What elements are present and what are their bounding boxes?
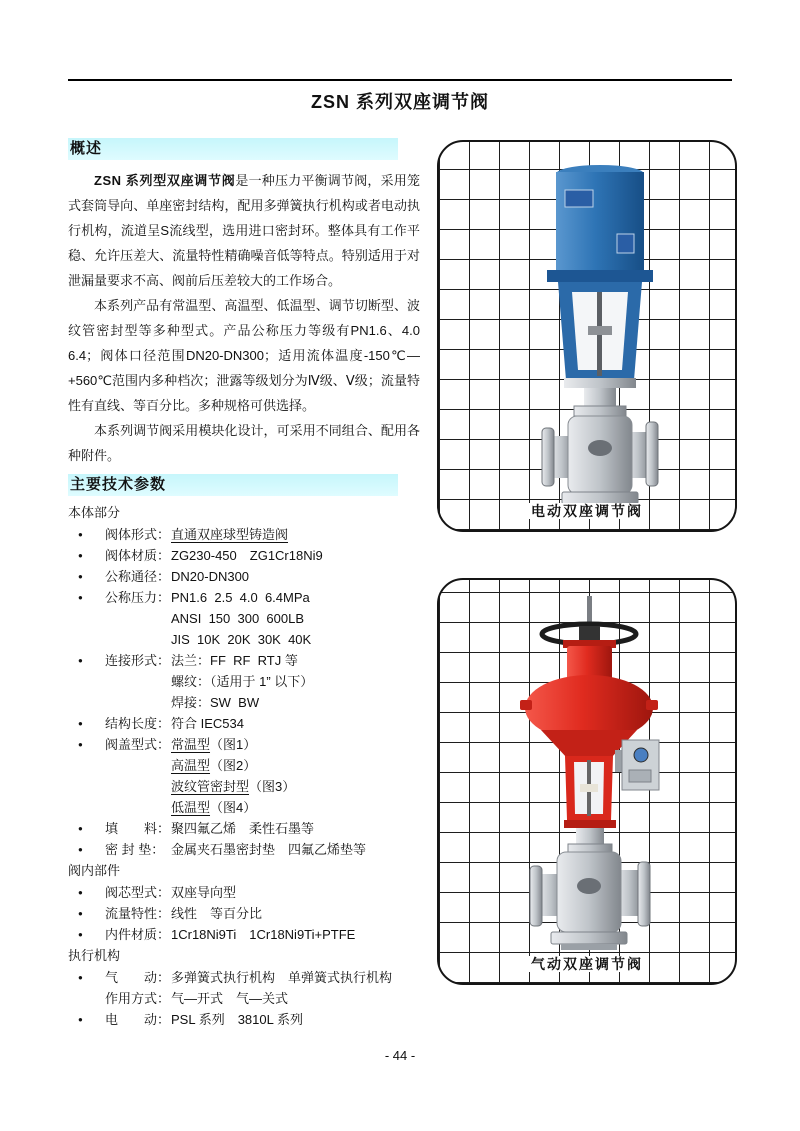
spec-label [105, 776, 171, 797]
spec-label: 连接形式： [105, 653, 171, 668]
spec-value: 常温型（图1） [171, 737, 257, 752]
spec-subheader: 阀内部件 [68, 863, 121, 878]
spec-label: 密 封 垫： [105, 842, 165, 857]
spec-label [105, 755, 171, 776]
bullet-icon: ● [78, 740, 83, 749]
spec-label: 结构长度： [105, 716, 171, 731]
spec-row [68, 545, 420, 566]
spec-value: 直通双座球型铸造阀 [171, 527, 289, 542]
spec-label: 公称压力： [105, 590, 171, 605]
spec-row [68, 566, 420, 587]
bullet-icon: ● [78, 551, 83, 560]
spec-row [68, 650, 420, 671]
bullet-icon [68, 671, 105, 692]
overview-paragraphs [68, 168, 420, 468]
spec-label: 内件材质： [105, 927, 171, 942]
spec-subheader: 执行机构 [68, 948, 121, 963]
spec-subheader: 本体部分 [68, 505, 121, 520]
bullet-icon [68, 988, 105, 1009]
spec-list [68, 502, 420, 1030]
pneumatic-valve-photo-frame [437, 578, 737, 985]
spec-label: 阀体形式： [105, 527, 171, 542]
spec-value: 聚四氟乙烯 柔性石墨等 [171, 821, 315, 836]
spec-row [68, 839, 420, 860]
bullet-icon: ● [78, 593, 83, 602]
photo-caption: 气动双座调节阀 [439, 954, 735, 974]
bullet-icon: ● [78, 845, 83, 854]
overview-paragraph: 本系列调节阀采用模块化设计，可采用不同组合、配用各种附件。 [68, 423, 420, 463]
bullet-icon [68, 692, 105, 713]
spec-value: ANSI 150 300 600LB [171, 611, 304, 626]
page-number: - 44 - [384, 1048, 416, 1063]
spec-row [68, 608, 420, 629]
spec-value: 多弹簧式执行机构 单弹簧式执行机构 [171, 970, 393, 985]
spec-row [68, 587, 420, 608]
bullet-icon: ● [78, 909, 83, 918]
bullet-icon: ● [78, 656, 83, 665]
spec-row [68, 692, 420, 713]
page-title: ZSN 系列双座调节阀 [310, 92, 489, 112]
bullet-icon [68, 629, 105, 650]
bullet-icon: ● [78, 530, 83, 539]
spec-value: 符合 IEC534 [171, 716, 244, 731]
bullet-icon: ● [78, 973, 83, 982]
bullet-icon: ● [78, 572, 83, 581]
pneumatic-valve-illustration [439, 580, 735, 983]
spec-value: JIS 10K 20K 30K 40K [171, 632, 312, 647]
spec-row [68, 734, 420, 755]
spec-label: 气 动： [105, 970, 171, 985]
overview-paragraph: 本系列产品有常温型、高温型、低温型、调节切断型、波纹管密封型等多种型式。产品公称压力等级有PN1.6、4.0 6.4；阀体口径范围DN20-DN300；适用流体温度-150℃—+560℃范围内多种档次；泄露等级划分为Ⅳ级、Ⅴ级；流量特性有直线、等百分比。多种规格可供选择。 [68, 298, 420, 413]
spec-value: 螺纹：（适用于 1” 以下） [171, 674, 314, 689]
spec-row [68, 882, 420, 903]
spec-value: 双座导向型 [171, 885, 237, 900]
electric-valve-photo-frame [437, 140, 737, 532]
spec-row [68, 967, 420, 988]
spec-row [68, 671, 420, 692]
spec-value: 线性 等百分比 [171, 906, 263, 921]
spec-value: 气—开式 气—关式 [171, 991, 289, 1006]
spec-value: 波纹管密封型（图3） [171, 779, 296, 794]
spec-row [68, 1009, 420, 1030]
spec-label: 阀盖型式： [105, 737, 171, 752]
spec-label: 阀体材质： [105, 548, 171, 563]
left-column [68, 138, 420, 1030]
spec-row [68, 713, 420, 734]
photo-caption: 电动双座调节阀 [439, 501, 735, 521]
bullet-icon: ● [78, 888, 83, 897]
spec-row [68, 755, 420, 776]
spec-row [68, 524, 420, 545]
section-heading-specs: 主要技术参数 [68, 474, 398, 496]
spec-value: 低温型（图4） [171, 800, 257, 815]
bullet-icon [68, 797, 105, 818]
spec-label [105, 608, 171, 629]
spec-value: DN20-DN300 [171, 569, 250, 584]
spec-label: 阀芯型式： [105, 885, 171, 900]
spec-value: 金属夹石墨密封垫 四氟乙烯垫等 [171, 842, 367, 857]
section-heading-overview: 概述 [68, 138, 398, 160]
spec-row [68, 924, 420, 945]
bullet-icon: ● [78, 930, 83, 939]
spec-row [68, 797, 420, 818]
spec-label: 公称通径： [105, 569, 171, 584]
overview-paragraph: ZSN 系列型双座调节阀是一种压力平衡调节阀，采用笼式套筒导向、单座密封结构，配用多弹簧执行机构或者电动执行机构，流道呈S流线型，选用进口密封环。整体具有工作平稳、允许压差大、流量特性精确噪音低等特点。特别适用于对泄漏量要求不高、阀前后压差较大的工作场合。 [68, 173, 420, 288]
spec-row [68, 988, 420, 1009]
spec-value: ZG230-450 ZG1Cr18Ni9 [171, 548, 323, 563]
bullet-icon [68, 755, 105, 776]
spec-label [105, 671, 171, 692]
spec-value: 焊接：SW BW [171, 695, 260, 710]
spec-label [105, 797, 171, 818]
spec-row [68, 776, 420, 797]
bullet-icon: ● [78, 824, 83, 833]
bullet-icon [68, 776, 105, 797]
header-rule [68, 79, 732, 81]
spec-label [105, 692, 171, 713]
bullet-icon: ● [78, 1015, 83, 1024]
spec-label: 流量特性： [105, 906, 171, 921]
spec-label: 填 料： [105, 821, 171, 836]
bullet-icon [68, 608, 105, 629]
spec-value: 法兰：FF RF RTJ 等 [171, 653, 298, 668]
spec-row [68, 903, 420, 924]
spec-value: 高温型（图2） [171, 758, 257, 773]
spec-row [68, 629, 420, 650]
spec-label [105, 629, 171, 650]
bullet-icon: ● [78, 719, 83, 728]
spec-value: PSL 系列 3810L 系列 [171, 1012, 303, 1027]
spec-label: 作用方式： [105, 991, 171, 1006]
spec-value: PN1.6 2.5 4.0 6.4MPa [171, 590, 310, 605]
electric-valve-illustration [439, 142, 735, 530]
spec-value: 1Cr18Ni9Ti 1Cr18Ni9Ti+PTFE [171, 927, 356, 942]
spec-row [68, 818, 420, 839]
spec-label: 电 动： [105, 1012, 171, 1027]
